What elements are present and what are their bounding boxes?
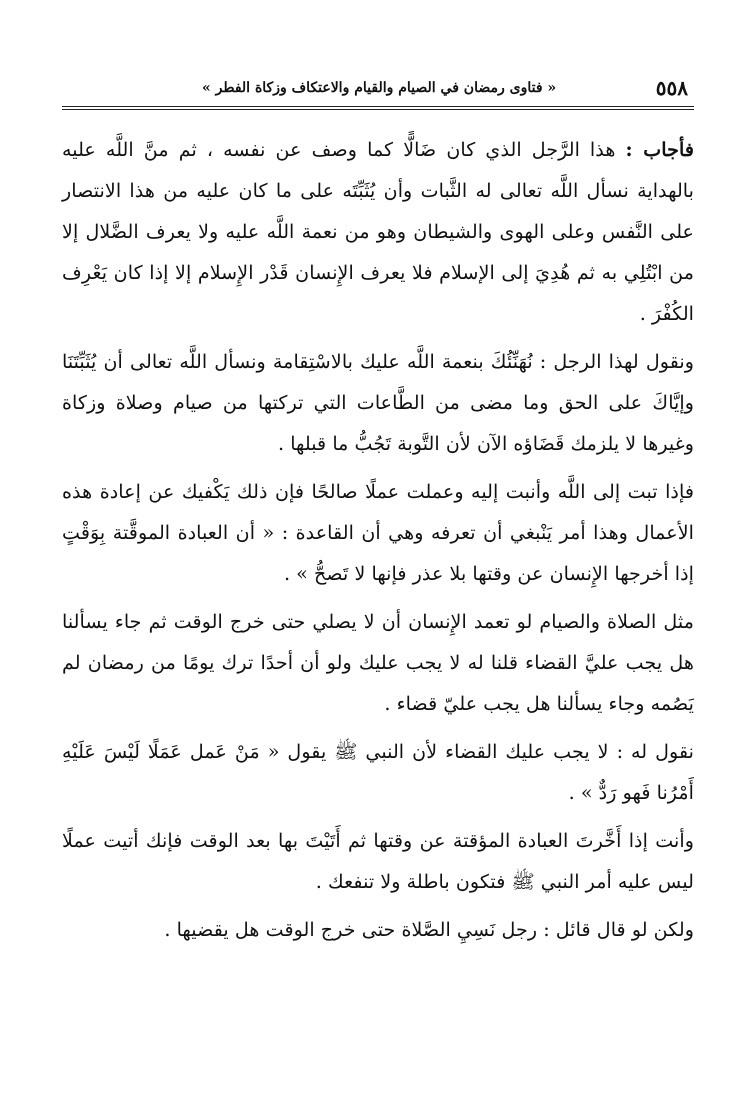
paragraph-repentance <box>62 471 694 594</box>
paragraph-text: هذا الرَّجل الذي كان ضَالًّا كما وصف عن نفسه ، ثم منَّ اللَّه عليه بالهداية نسأل اللَّه تعالى له الثَّبات وأن يُثَبِّتَه على ما كان عليه من هذا الانتصار على النَّفس وعلى الهوى والشيطان وهو من نعمة اللَّه عليه ولا يعرف الضَّلال إلا من ابْتُلِي به ثم هُدِيَ إلى الإسلام فلا يعرف الإِنسان قَدْر الإِسلام إلا إذا كان يَعْرِف الكُفْرَ . <box>62 138 694 325</box>
paragraph-delay <box>62 820 694 902</box>
paragraph-text: مثل الصلاة والصيام لو تعمد الإِنسان أن لا يصلي حتى خرج الوقت ثم جاء يسألنا هل يجب عليَّ القضاء قلنا له لا يجب عليك ولو أن أحدًا ترك يومًا من رمضان لم يَصُمه وجاء يسألنا هل يجب عليّ قضاء . <box>62 610 694 715</box>
paragraph-congratulation <box>62 341 694 464</box>
paragraph-example <box>62 601 694 724</box>
paragraph-question <box>62 909 694 950</box>
paragraph-text: وأنت إذا أَخَّرتَ العبادة المؤقتة عن وقتها ثم أَتَيْتَ بها بعد الوقت فإنك أتيت عملًا ليس عليه أمر النبي ﷺ فتكون باطلة ولا تنفعك . <box>62 829 694 893</box>
paragraph-text: فإذا تبت إلى اللَّه وأنبت إليه وعملت عملًا صالحًا فإن ذلك يَكْفيك عن إعادة هذه الأعمال وهذا أمر يَنْبغي أن تعرفه وهي أن القاعدة : « أن العبادة الموقَّتة بِوَقْتٍ إذا أخرجها الإِنسان عن وقتها بلا عذر فإنها لا تَصحُّ » . <box>62 480 694 585</box>
page-number: ٥٥٨ <box>655 76 688 100</box>
book-page <box>62 72 694 1074</box>
paragraph-answer <box>62 129 694 334</box>
running-header <box>62 72 694 107</box>
paragraph-hadith <box>62 731 694 813</box>
answer-lead: فأجاب : <box>625 138 694 161</box>
book-title: « فتاوى رمضان في الصيام والقيام والاعتكاف وزكاة الفطر » <box>202 80 557 96</box>
paragraph-text: ونقول لهذا الرجل : نُهَنِّئُكَ بنعمة اللَّه عليك بالاسْتِقامة ونسأل اللَّه تعالى أن يُثَبِّتَنَا وإيَّاكَ على الحق وما مضى من الطَّاعات التي تركتها من صيام وصلاة وزكاة وغيرها لا يلزمك قَضَاؤه الآن لأن التَّوبة تَجُبُّ ما قبلها . <box>62 350 694 455</box>
paragraph-text: نقول له : لا يجب عليك القضاء لأن النبي ﷺ يقول « مَنْ عَمل عَمَلًا لَيْسَ عَلَيْهِ أَمْرُنا فَهو رَدٌّ » . <box>62 740 694 804</box>
paragraph-text: ولكن لو قال قائل : رجل نَسِيِ الصَّلاة حتى خرج الوقت هل يقضيها . <box>164 918 694 941</box>
body-text <box>62 129 694 950</box>
